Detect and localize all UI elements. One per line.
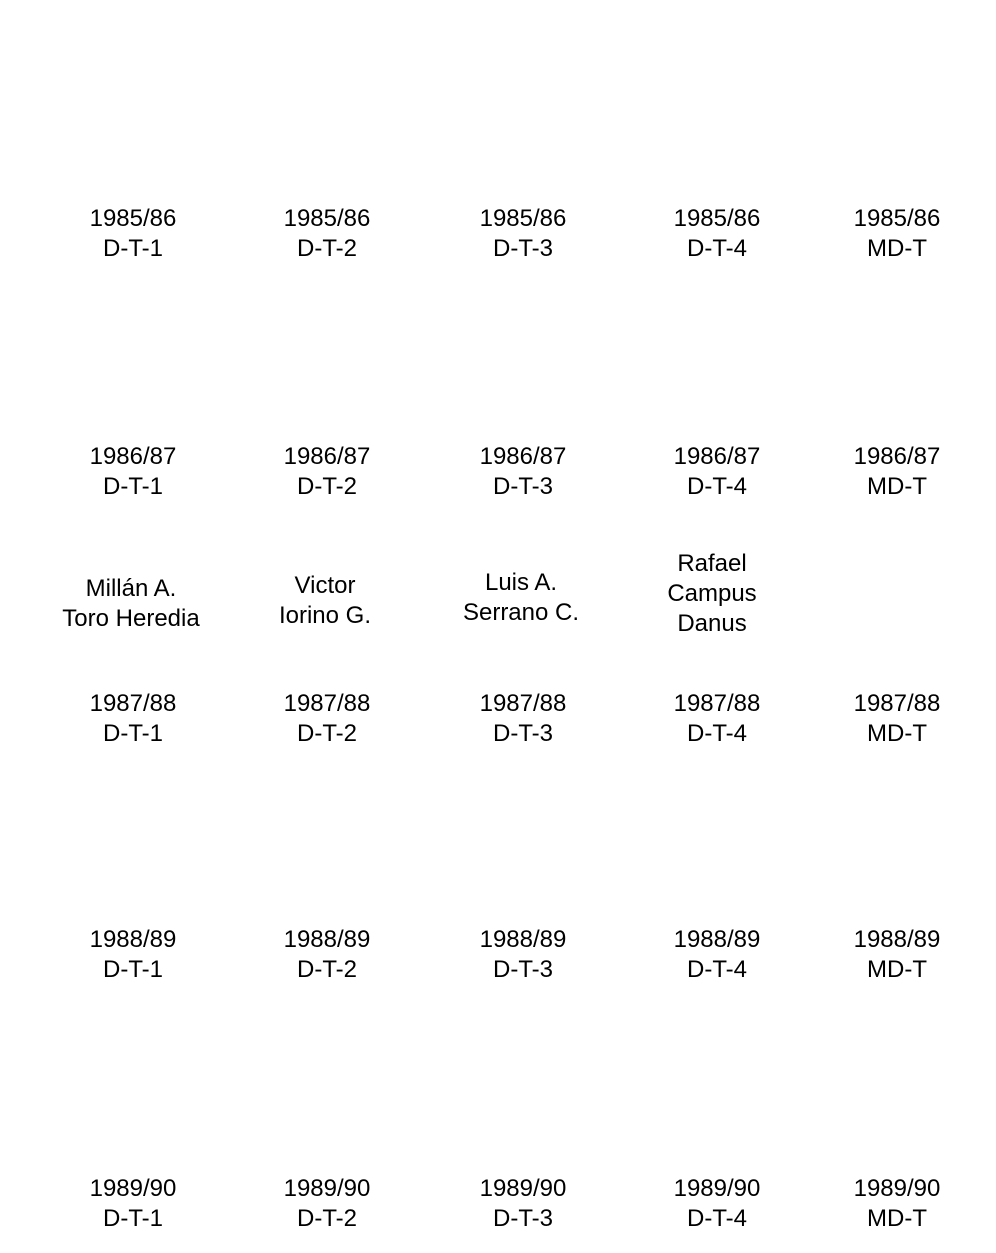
- code-label: D-T-4: [687, 1205, 747, 1232]
- cell-1987-88-dt1: [38, 689, 228, 749]
- name-line: Millán A.: [85, 575, 177, 602]
- cell-1989-90-mdt: [802, 1174, 992, 1234]
- code-label: MD-T: [867, 720, 927, 747]
- season-label: 1989/90: [283, 1175, 371, 1202]
- season-label: 1988/89: [89, 926, 177, 953]
- code-label: D-T-4: [687, 473, 747, 500]
- cell-1986-87-dt4: [622, 442, 812, 502]
- season-label: 1989/90: [479, 1175, 567, 1202]
- code-label: D-T-3: [493, 473, 553, 500]
- name-line: Victor: [294, 572, 356, 599]
- season-label: 1988/89: [283, 926, 371, 953]
- code-label: D-T-1: [103, 956, 163, 983]
- cell-1985-86-dt1: [38, 204, 228, 264]
- season-label: 1986/87: [283, 443, 371, 470]
- cell-1985-86-mdt: [802, 204, 992, 264]
- cell-1986-87-dt3: [428, 442, 618, 502]
- code-label: D-T-1: [103, 1205, 163, 1232]
- season-label: 1987/88: [283, 690, 371, 717]
- name-line: Luis A.: [484, 569, 558, 596]
- code-label: MD-T: [867, 1205, 927, 1232]
- code-label: D-T-3: [493, 1205, 553, 1232]
- code-label: D-T-3: [493, 956, 553, 983]
- cell-1985-86-dt4: [622, 204, 812, 264]
- season-label: 1987/88: [673, 690, 761, 717]
- season-label: 1988/89: [479, 926, 567, 953]
- name-luis-serrano: [426, 568, 616, 628]
- name-line: Iorino G.: [278, 602, 372, 629]
- code-label: D-T-2: [297, 720, 357, 747]
- season-label: 1985/86: [853, 205, 941, 232]
- season-label: 1985/86: [479, 205, 567, 232]
- code-label: D-T-1: [103, 473, 163, 500]
- season-label: 1988/89: [673, 926, 761, 953]
- cell-1986-87-mdt: [802, 442, 992, 502]
- code-label: D-T-3: [493, 720, 553, 747]
- code-label: D-T-1: [103, 720, 163, 747]
- name-line: Toro Heredia: [62, 605, 200, 632]
- cell-1988-89-dt2: [232, 925, 422, 985]
- name-line: Danus: [677, 610, 747, 637]
- cell-1989-90-dt3: [428, 1174, 618, 1234]
- code-label: MD-T: [867, 473, 927, 500]
- cell-1987-88-dt2: [232, 689, 422, 749]
- name-victor-iorino: [230, 571, 420, 631]
- season-label: 1989/90: [89, 1175, 177, 1202]
- cell-1985-86-dt2: [232, 204, 422, 264]
- name-line: Campus: [667, 580, 757, 607]
- cell-1989-90-dt4: [622, 1174, 812, 1234]
- cell-1988-89-dt3: [428, 925, 618, 985]
- name-line: Rafael: [677, 550, 747, 577]
- cell-1985-86-dt3: [428, 204, 618, 264]
- code-label: D-T-2: [297, 473, 357, 500]
- season-label: 1985/86: [673, 205, 761, 232]
- season-label: 1987/88: [89, 690, 177, 717]
- season-label: 1989/90: [853, 1175, 941, 1202]
- season-label: 1987/88: [479, 690, 567, 717]
- name-rafael-campus: [617, 549, 807, 639]
- season-label: 1987/88: [853, 690, 941, 717]
- code-label: D-T-4: [687, 956, 747, 983]
- code-label: MD-T: [867, 956, 927, 983]
- code-label: D-T-1: [103, 235, 163, 262]
- season-label: 1986/87: [479, 443, 567, 470]
- code-label: D-T-2: [297, 956, 357, 983]
- cell-1987-88-mdt: [802, 689, 992, 749]
- code-label: D-T-2: [297, 1205, 357, 1232]
- code-label: D-T-2: [297, 235, 357, 262]
- cell-1987-88-dt4: [622, 689, 812, 749]
- name-millan-toro: [36, 574, 226, 634]
- code-label: D-T-3: [493, 235, 553, 262]
- season-label: 1988/89: [853, 926, 941, 953]
- season-label: 1986/87: [89, 443, 177, 470]
- code-label: MD-T: [867, 235, 927, 262]
- cell-1988-89-mdt: [802, 925, 992, 985]
- season-label: 1989/90: [673, 1175, 761, 1202]
- season-label: 1985/86: [283, 205, 371, 232]
- code-label: D-T-4: [687, 235, 747, 262]
- season-label: 1986/87: [853, 443, 941, 470]
- season-label: 1986/87: [673, 443, 761, 470]
- cell-1989-90-dt2: [232, 1174, 422, 1234]
- cell-1986-87-dt1: [38, 442, 228, 502]
- cell-1989-90-dt1: [38, 1174, 228, 1234]
- name-line: Serrano C.: [462, 599, 580, 626]
- code-label: D-T-4: [687, 720, 747, 747]
- cell-1987-88-dt3: [428, 689, 618, 749]
- cell-1988-89-dt4: [622, 925, 812, 985]
- cell-1988-89-dt1: [38, 925, 228, 985]
- season-label: 1985/86: [89, 205, 177, 232]
- cell-1986-87-dt2: [232, 442, 422, 502]
